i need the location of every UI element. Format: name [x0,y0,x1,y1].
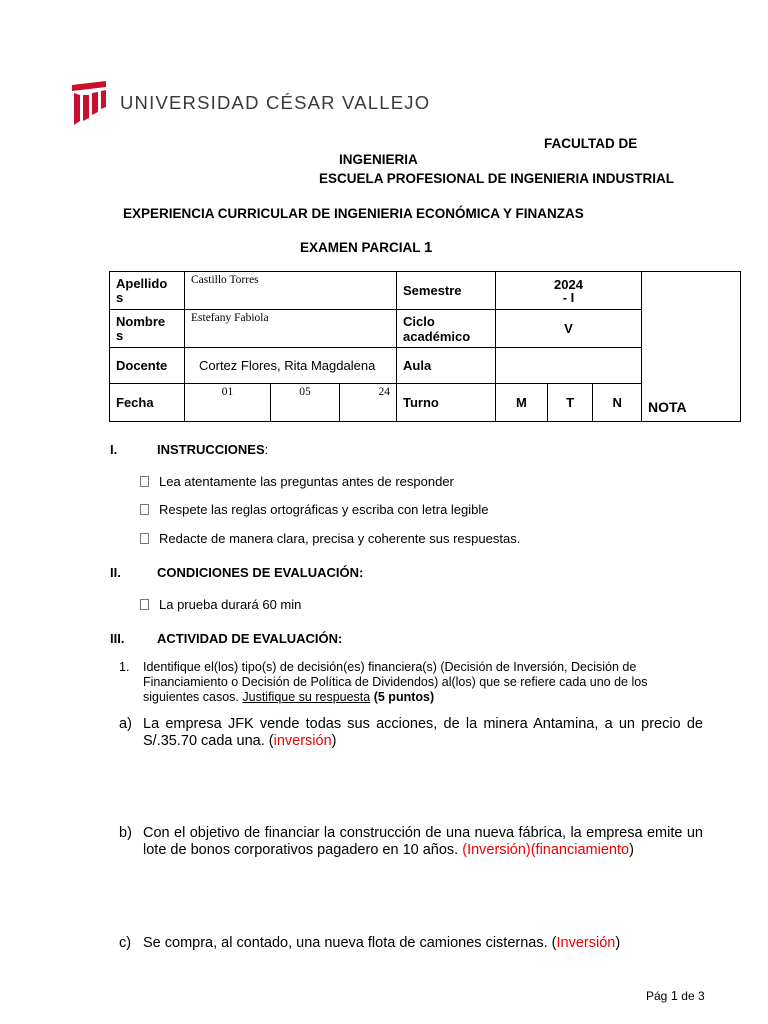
turno-m[interactable]: M [496,384,548,422]
school-title: ESCUELA PROFESIONAL DE INGENIERIA INDUSTRIAL [319,171,675,186]
apellidos-value[interactable]: Castillo Torres [185,272,397,310]
exam-title: EXAMEN PARCIAL 1 [300,239,433,256]
ciclo-label: Ciclo académico [397,310,496,348]
case-c-text: Se compra, al contado, una nueva flota de camiones cisternas. (Inversión) [143,935,621,951]
university-name: UNIVERSIDAD CÉSAR VALLEJO [120,92,431,113]
aula-label: Aula [397,348,496,384]
checkbox-icon [140,504,149,515]
case-a-answer: inversión [273,733,332,749]
apellidos-label: Apellido s [110,272,185,310]
page-number: Pág 1 de 3 [646,988,705,1003]
section-2-number: II. [110,565,121,580]
turno-n[interactable]: N [593,384,642,422]
ciclo-value: V [496,310,642,348]
fecha-year[interactable]: 24 [340,384,397,422]
faculty-line1: FACULTAD DE [544,136,638,151]
turno-t[interactable]: T [547,384,593,422]
instruction-item: Lea atentamente las preguntas antes de responder [140,474,454,489]
case-b-letter: b) [119,825,132,841]
university-logo [70,80,430,126]
turno-label: Turno [397,384,496,422]
semestre-value: 2024 - I [496,272,642,310]
instruction-item: Respete las reglas ortográficas y escriba con letra legible [140,502,489,517]
case-c-letter: c) [119,935,132,951]
faculty-line2: INGENIERIA [339,152,418,167]
checkbox-icon [140,599,149,610]
checkbox-icon [140,476,149,487]
section-1-number: I. [110,442,118,457]
case-b-text: Con el objetivo de financiar la construcción de una nueva fábrica, la empresa emite un lote de bonos corporativos pagadero en 10 años. (Inversión)(financiamiento) [143,825,703,858]
case-b-answer: (Inversión)(financiamiento [462,842,630,858]
case-a-letter: a) [119,716,132,732]
course-title: EXPERIENCIA CURRICULAR DE INGENIERIA ECONÓMICA Y FINANZAS [123,206,584,221]
section-3-title: ACTIVIDAD DE EVALUACIÓN: [157,631,343,646]
nombres-label: Nombre s [110,310,185,348]
aula-value[interactable] [496,348,642,384]
docente-label: Docente [110,348,185,384]
case-c-answer: Inversión [556,935,616,951]
fecha-label: Fecha [110,384,185,422]
section-2-title: CONDICIONES DE EVALUACIÓN: [157,565,364,580]
fecha-day[interactable]: 01 [185,384,271,422]
section-3-number: III. [110,631,125,646]
checkbox-icon [140,533,149,544]
semestre-label: Semestre [397,272,496,310]
docente-value: Cortez Flores, Rita Magdalena [185,348,397,384]
question-1-text: Identifique el(los) tipo(s) de decisión(es) financiera(s) (Decisión de Inversión, Decisión de Financiamiento o Decisión de Política de Dividendos) al(los) que se refiere cada uno de los siguientes casos. Justifique su respuesta (5 puntos) [143,660,648,704]
student-info-table [109,271,741,422]
section-1-title: INSTRUCCIONES: [157,442,269,457]
nota-cell: NOTA [642,272,741,422]
ucv-shield-logo-icon [70,81,108,125]
question-1-number: 1. [119,660,130,674]
nombres-value[interactable]: Estefany Fabiola [185,310,397,348]
instruction-item: Redacte de manera clara, precisa y coherente sus respuestas. [140,531,520,546]
fecha-month[interactable]: 05 [271,384,340,422]
condition-item: La prueba durará 60 min [140,597,301,612]
case-a-text: La empresa JFK vende todas sus acciones, de la minera Antamina, a un precio de S/.35.70 cada una. (inversión) [143,716,703,749]
